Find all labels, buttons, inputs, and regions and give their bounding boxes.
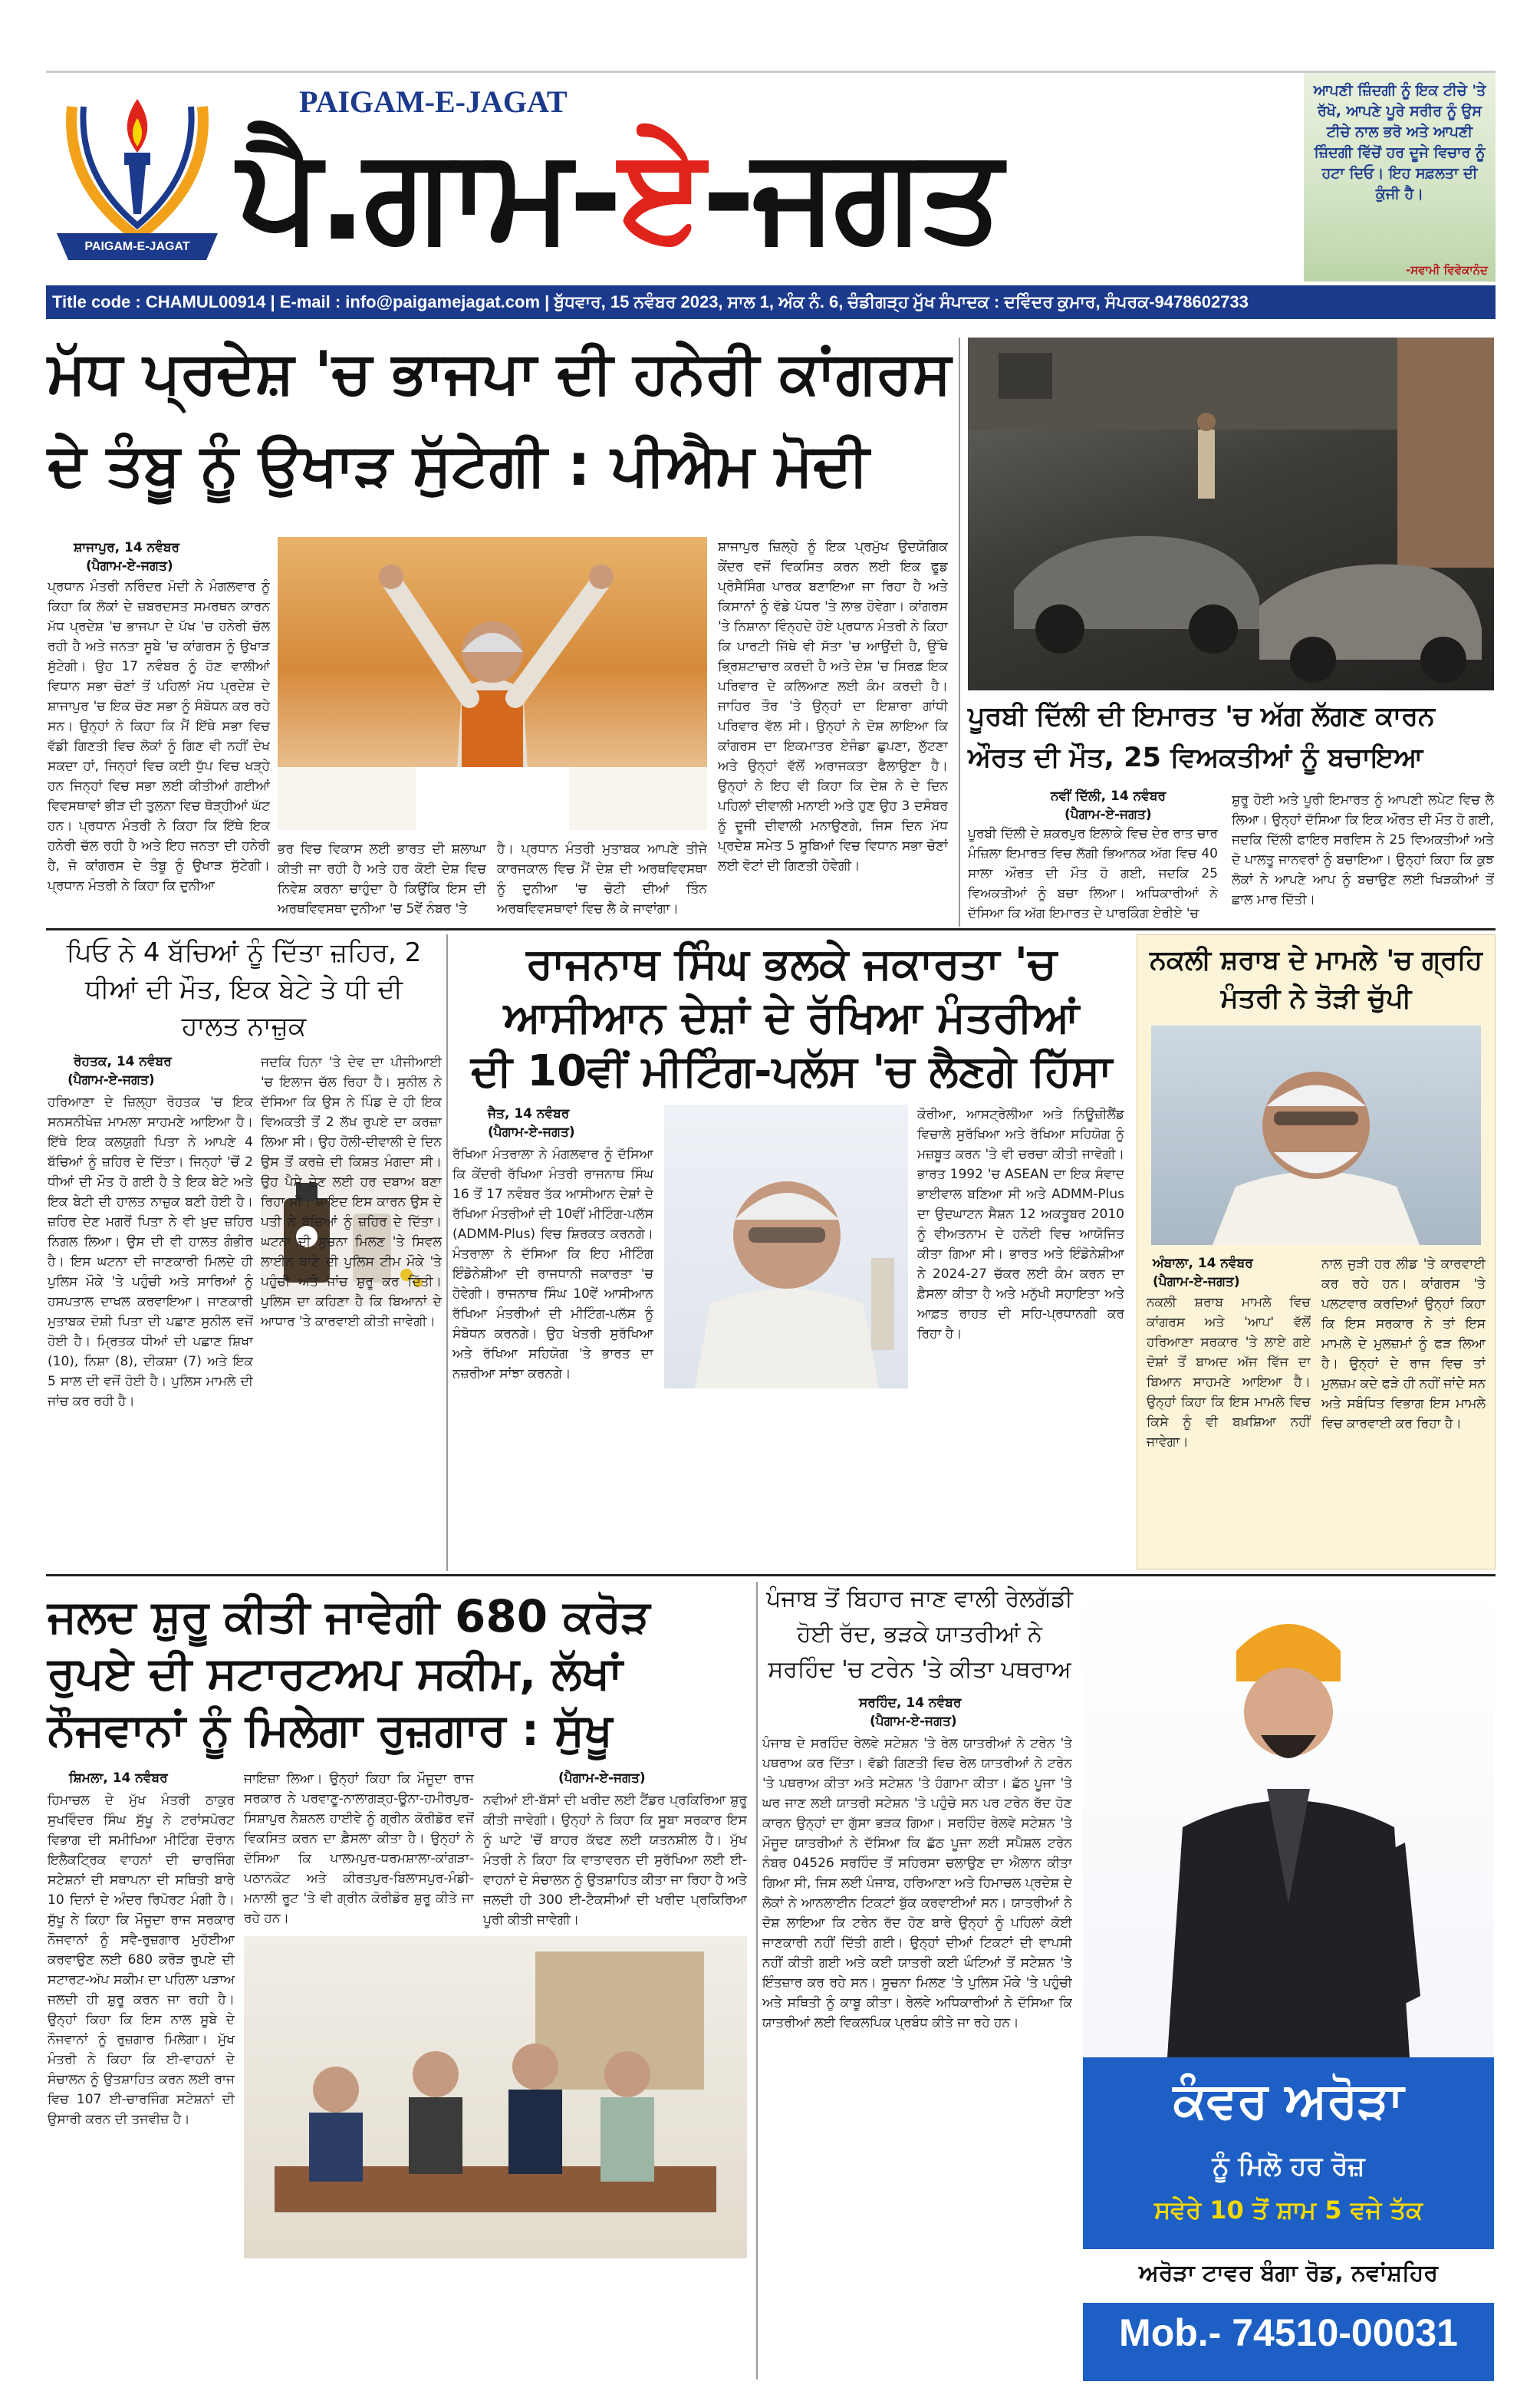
row-divider [46, 1574, 1496, 1576]
ad-mobile: Mob.- 74510-00031 [1119, 2311, 1458, 2354]
column-divider [446, 934, 448, 1571]
ad-person-photo [1083, 1582, 1494, 2057]
startup-col-1: ਹਿਮਾਚਲ ਦੇ ਮੁੱਖ ਮੰਤਰੀ ਠਾਕੁਰ ਸੁਖਵਿੰਦਰ ਸਿੰਘ ਸੁੱਖੂ ਨੇ ਟਰਾਂਸਪੋਰਟ ਵਿਭਾਗ ਦੀ ਸਮੀਖਿਆ ਮੀਟਿੰਗ ਦੌਰਾਨ ਇਲੈਕਟ੍ਰਿਕ ਵਾਹਨਾਂ ਦੀ ਚਾਰਜਿੰਗ ਸਟੇਸ਼ਨਾਂ ਦੀ ਸਥਾਪਨਾ ਦੀ ਸਥਿਤੀ ਬਾਰੇ 10 ਦਿਨਾਂ ਦੇ ਅੰਦਰ ਰਿਪੋਰਟ ਮੰਗੀ ਹੈ। ਸੁੱਖੂ ਨੇ ਕਿਹਾ ਕਿ ਮੌਜੂਦਾ ਰਾਜ ਸਰਕਾਰ ਨੌਜਵਾਨਾਂ ਨੂੰ ਸਵੈ-ਰੁਜ਼ਗਾਰ ਮੁਹੱਈਆ ਕਰਵਾਉਣ ਲਈ 680 ਕਰੋੜ ਰੁਪਏ ਦੀ ਸਟਾਰਟ-ਅੱਪ ਸਕੀਮ ਦਾ ਪਹਿਲਾ ਪੜਾਅ ਜਲਦੀ ਹੀ ਸ਼ੁਰੂ ਕਰਨ ਜਾ ਰਹੀ ਹੈ। ਉਨ੍ਹਾਂ ਕਿਹਾ ਕਿ ਇਸ ਨਾਲ ਸੂਬੇ ਦੇ ਨੌਜਵਾਨਾਂ ਨੂੰ ਰੁਜ਼ਗਾਰ ਮਿਲੇਗਾ। ਮੁੱਖ ਮੰਤਰੀ ਨੇ ਕਿਹਾ ਕਿ ਈ-ਵਾਹਨਾਂ ਦੇ ਸੰਚਾਲਨ ਨੂੰ ਉਤਸ਼ਾਹਿਤ ਕਰਨ ਲਈ ਰਾਜ ਵਿਚ 107 ਈ-ਚਾਰਜਿੰਗ ਸਟੇਸ਼ਨਾਂ ਦੀ ਉਸਾਰੀ ਕਰਨ ਦੀ ਤਜਵੀਜ਼ ਹੈ। [48, 1793, 235, 2127]
rajnath-headline-1: ਰਾਜਨਾਥ ਸਿੰਘ ਭਲਕੇ ਜਕਾਰਤਾ 'ਚ [526, 939, 1057, 989]
info-bar-text: Title code : CHAMUL00914 | E-mail : info@paigamejagat.com | ਬੁੱਧਵਾਰ, 15 ਨਵੰਬਰ 2023, ਸਾਲ 1, ਅੰਕ ਨੰ. 6, ਚੰਡੀਗੜ੍ਹ ਮੁੱਖ ਸੰਪਾਦਕ : ਦਵਿੰਦਰ ਕੁਮਾਰ, ਸੰਪਰਕ-9478602733 [52, 292, 1249, 311]
ad-name: ਕੰਵਰ ਅਰੋੜਾ [1173, 2073, 1404, 2129]
advertisement [1083, 1582, 1494, 2381]
liquor-dateline: ਅੰਬਾਲਾ, 14 ਨਵੰਬਰ [1153, 1256, 1253, 1271]
masthead-title-mid: ਏ [619, 119, 703, 269]
column-divider [756, 1582, 758, 2380]
startup-col-2-cont [244, 2264, 474, 2381]
person-speaking-icon [278, 537, 707, 830]
ad-address: ਅਰੋੜਾ ਟਾਵਰ ਬੰਗਾ ਰੋਡ, ਨਵਾਂਸ਼ਹਿਰ [1139, 2260, 1438, 2287]
rajnath-agency: (ਪੈਗਾਮ-ਏ-ਜਗਤ) [488, 1125, 575, 1140]
fire-headline-1: ਪੂਰਬੀ ਦਿੱਲੀ ਦੀ ਇਮਾਰਤ 'ਚ ਅੱਗ ਲੱਗਣ ਕਾਰਨ [968, 701, 1435, 732]
rajnath-col-1: ਰੱਖਿਆ ਮੰਤਰਾਲਾ ਨੇ ਮੰਗਲਵਾਰ ਨੂੰ ਦੱਸਿਆ ਕਿ ਕੇਂਦਰੀ ਰੱਖਿਆ ਮੰਤਰੀ ਰਾਜਨਾਥ ਸਿੰਘ 16 ਤੋਂ 17 ਨਵੰਬਰ ਤੱਕ ਆਸੀਆਨ ਦੇਸ਼ਾਂ ਦੇ ਰੱਖਿਆ ਮੰਤਰੀਆਂ ਦੀ 10ਵੀਂ ਮੀਟਿੰਗ-ਪਲੱਸ (ADMM-Plus) ਵਿਚ ਸ਼ਿਰਕਤ ਕਰਨਗੇ। ਮੰਤਰਾਲਾ ਨੇ ਦੱਸਿਆ ਕਿ ਇਹ ਮੀਟਿੰਗ ਇੰਡੋਨੇਸ਼ੀਆ ਦੀ ਰਾਜਧਾਨੀ ਜਕਾਰਤਾ 'ਚ ਹੋਵੇਗੀ। ਰਾਜਨਾਥ ਸਿੰਘ 10ਵੇਂ ਆਸੀਆਨ ਰੱਖਿਆ ਮੰਤਰੀਆਂ ਦੀ ਮੀਟਿੰਗ-ਪਲੱਸ ਨੂੰ ਸੰਬੋਧਨ ਕਰਨਗੇ। ਉਹ ਖੇਤਰੀ ਸੁਰੱਖਿਆ ਅਤੇ ਰੱਖਿਆ ਸਹਿਯੋਗ 'ਤੇ ਭਾਰਤ ਦਾ ਨਜ਼ਰੀਆ ਸਾਂਝਾ ਕਰਨਗੇ। [452, 1147, 653, 1382]
liquor-box [1137, 934, 1496, 1569]
ad-line-2: ਸਵੇਰੇ 10 ਤੋਂ ਸ਼ਾਮ 5 ਵਜੇ ਤੱਕ [1153, 2195, 1423, 2225]
poison-col-2: ਜਦਕਿ ਹਿਨਾ 'ਤੇ ਦੇਵ ਦਾ ਪੀਜੀਆਈ 'ਚ ਇਲਾਜ ਚੱਲ ਰਿਹਾ ਹੈ। ਸੁਨੀਲ ਨੇ ਦੱਸਿਆ ਕਿ ਉਸ ਨੇ ਪਿੰਡ ਦੇ ਹੀ ਇਕ ਵਿਅਕਤੀ ਤੋਂ 2 ਲੱਖ ਰੁਪਏ ਦਾ ਕਰਜ਼ਾ ਲਿਆ ਸੀ। ਉਹ ਹੋਲੀ-ਦੀਵਾਲੀ ਦੇ ਦਿਨ ਉਸ ਤੋਂ ਕਰਜ਼ੇ ਦੀ ਕਿਸ਼ਤ ਮੰਗਦਾ ਸੀ। ਉਹ ਪੈਸੇ ਦੇਣ ਲਈ ਹਰ ਦਬਾਅ ਬਣਾ ਰਿਹਾ ਸੀ। ਸ਼ਾਇਦ ਇਸ ਕਾਰਨ ਉਸ ਦੇ ਪਤੀ ਨੇ ਬੱਚਿਆਂ ਨੂੰ ਜ਼ਹਿਰ ਦੇ ਦਿੱਤਾ। ਘਟਨਾ ਦੀ ਸੂਚਨਾ ਮਿਲਣ 'ਤੇ ਸਿਵਲ ਲਾਈਨ ਥਾਣੇ ਦੀ ਪੁਲਿਸ ਟੀਮ ਮੌਕੇ 'ਤੇ ਪਹੁੰਚੀ ਅਤੇ ਜਾਂਚ ਸ਼ੁਰੂ ਕਰ ਦਿੱਤੀ। ਪੁਲਿਸ ਦਾ ਕਹਿਣਾ ਹੈ ਕਿ ਬਿਆਨਾਂ ਦੇ ਆਧਾਰ 'ਤੇ ਕਾਰਵਾਈ ਕੀਤੀ ਜਾਵੇਗੀ। [261, 1055, 442, 1329]
lead-col-1: ਪ੍ਰਧਾਨ ਮੰਤਰੀ ਨਰਿੰਦਰ ਮੋਦੀ ਨੇ ਮੰਗਲਵਾਰ ਨੂੰ ਕਿਹਾ ਕਿ ਲੋਕਾਂ ਦੇ ਜ਼ਬਰਦਸਤ ਸਮਰਥਨ ਕਾਰਨ ਮੱਧ ਪ੍ਰਦੇਸ਼ 'ਚ ਭਾਜਪਾ ਦੇ ਪੱਖ 'ਚ ਹਨੇਰੀ ਚੱਲ ਰਹੀ ਹੈ ਅਤੇ ਜਨਤਾ ਸੂਬੇ 'ਚ ਕਾਂਗਰਸ ਨੂੰ ਉਖਾੜ ਸੁੱਟੇਗੀ। ਉਹ 17 ਨਵੰਬਰ ਨੂੰ ਹੋਣ ਵਾਲੀਆਂ ਵਿਧਾਨ ਸਭਾ ਚੋਣਾਂ ਤੋਂ ਪਹਿਲਾਂ ਮੱਧ ਪ੍ਰਦੇਸ਼ ਦੇ ਸ਼ਾਜਾਪੁਰ 'ਚ ਇਕ ਚੋਣ ਸਭਾ ਨੂੰ ਸੰਬੋਧਨ ਕਰ ਰਹੇ ਸਨ। ਉਨ੍ਹਾਂ ਨੇ ਕਿਹਾ ਕਿ ਮੈਂ ਇੱਥੇ ਸਭਾ ਵਿਚ ਵੱਡੀ ਗਿਣਤੀ ਵਿਚ ਲੋਕਾਂ ਨੂੰ ਗਿਣ ਵੀ ਨਹੀਂ ਦੇਖ ਸਕਦਾ ਹਾਂ, ਜਿਨ੍ਹਾਂ ਵਿਚ ਕਈ ਧੁੱਪ ਵਿਚ ਖੜ੍ਹੇ ਹਨ ਜਿਨ੍ਹਾਂ ਵਿਚ ਸਭਾ ਲਈ ਕੀਤੀਆਂ ਗਈਆਂ ਵਿਵਸਥਾਵਾਂ ਭੀੜ ਦੀ ਤੁਲਨਾ ਵਿਚ ਥੋੜ੍ਹੀਆਂ ਘੱਟ ਹਨ। ਪ੍ਰਧਾਨ ਮੰਤਰੀ ਨੇ ਕਿਹਾ ਕਿ ਇੱਥੇ ਇਕ ਹਨੇਰੀ ਚੱਲ ਰਹੀ ਹੈ ਅਤੇ ਇਹ ਜਨਤਾ ਦੀ ਹਨੇਰੀ ਹੈ, ਜੋ ਕਾਂਗਰਸ ਦੇ ਤੰਬੂ ਨੂੰ ਉਖਾੜ ਸੁੱਟੇਗੀ। ਪ੍ਰਧਾਨ ਮੰਤਰੀ ਨੇ ਕਿਹਾ ਕਿ ਦੁਨੀਆ [48, 579, 270, 894]
masthead-small-title: PAIGAM-E-JAGAT [299, 84, 568, 119]
modi-rally-photo [278, 537, 707, 830]
lead-headline-1: ਮੱਧ ਪ੍ਰਦੇਸ਼ 'ਚ ਭਾਜਪਾ ਦੀ ਹਨੇਰੀ ਕਾਂਗਰਸ [48, 338, 952, 407]
lead-col-3: ਹੈ। ਪ੍ਰਧਾਨ ਮੰਤਰੀ ਮੁਤਾਬਕ ਆਪਣੇ ਤੀਜੇ ਕਾਰਜਕਾਲ ਵਿਚ ਮੈਂ ਦੇਸ਼ ਦੀ ਅਰਥਵਿਵਸਥਾ ਨੂੰ ਦੁਨੀਆ 'ਚ ਚੋਟੀ ਦੀਆਂ ਤਿੰਨ ਅਰਥਵਿਵਸਥਾਵਾਂ ਵਿਚ ਲੈ ਕੇ ਜਾਵਾਂਗਾ। [497, 842, 707, 917]
train-agency: (ਪੈਗਾਮ-ਏ-ਜਗਤ) [870, 1714, 957, 1729]
info-bar [46, 285, 1496, 319]
man-in-suit-icon [1083, 1582, 1494, 2057]
train-col-1: ਪੰਜਾਬ ਦੇ ਸਰਹਿੰਦ ਰੇਲਵੇ ਸਟੇਸ਼ਨ 'ਤੇ ਰੇਲ ਯਾਤਰੀਆਂ ਨੇ ਟਰੇਨ 'ਤੇ ਪਥਰਾਅ ਕਰ ਦਿੱਤਾ। ਵੱਡੀ ਗਿਣਤੀ ਵਿਚ ਰੇਲ ਯਾਤਰੀਆਂ ਨੇ ਟਰੇਨ 'ਤੇ ਪਥਰਾਅ ਕੀਤਾ ਅਤੇ ਸਟੇਸ਼ਨ 'ਤੇ ਹੰਗਾਮਾ ਕੀਤਾ। ਛੱਠ ਪੂਜਾ 'ਤੇ ਘਰ ਜਾਣ ਲਈ ਯਾਤਰੀ ਸਟੇਸ਼ਨ 'ਤੇ ਪਹੁੰਚੇ ਸਨ ਪਰ ਟਰੇਨ ਰੱਦ ਹੋਣ ਕਾਰਨ ਉਨ੍ਹਾਂ ਦਾ ਗੁੱਸਾ ਭੜਕ ਗਿਆ। ਸਰਹਿੰਦ ਰੇਲਵੇ ਸਟੇਸ਼ਨ 'ਤੇ ਮੌਜੂਦ ਯਾਤਰੀਆਂ ਨੇ ਦੱਸਿਆ ਕਿ ਛੱਠ ਪੂਜਾ ਲਈ ਸਪੈਸ਼ਲ ਟਰੇਨ ਨੰਬਰ 04526 ਸਰਹਿੰਦ ਤੋਂ ਸਹਿਰਸਾ ਚਲਾਉਣ ਦਾ ਐਲਾਨ ਕੀਤਾ ਗਿਆ ਸੀ, ਜਿਸ ਲਈ ਪੰਜਾਬ, ਹਰਿਆਣਾ ਅਤੇ ਹਿਮਾਚਲ ਪ੍ਰਦੇਸ਼ ਦੇ ਲੋਕਾਂ ਨੇ ਆਨਲਾਈਨ ਟਿਕਟਾਂ ਬੁੱਕ ਕਰਵਾਈਆਂ ਸਨ। ਯਾਤਰੀਆਂ ਨੇ ਦੋਸ਼ ਲਾਇਆ ਕਿ ਟਰੇਨ ਰੱਦ ਹੋਣ ਬਾਰੇ ਉਨ੍ਹਾਂ ਨੂੰ ਪਹਿਲਾਂ ਕੋਈ ਜਾਣਕਾਰੀ ਨਹੀਂ ਦਿੱਤੀ ਗਈ। ਉਨ੍ਹਾਂ ਦੀਆਂ ਟਿਕਟਾਂ ਦੀ ਵਾਪਸੀ ਨਹੀਂ ਕੀਤੀ ਗਈ ਅਤੇ ਕਈ ਯਾਤਰੀ ਕਈ ਘੰਟਿਆਂ ਤੋਂ ਸਟੇਸ਼ਨ 'ਤੇ ਇੰਤਜ਼ਾਰ ਕਰ ਰਹੇ ਸਨ। ਸੂਚਨਾ ਮਿਲਣ 'ਤੇ ਪੁਲਿਸ ਮੌਕੇ 'ਤੇ ਪਹੁੰਚੀ ਅਤੇ ਸਥਿਤੀ ਨੂੰ ਕਾਬੂ ਕੀਤਾ। ਰੇਲਵੇ ਅਧਿਕਾਰੀਆਂ ਨੇ ਦੱਸਿਆ ਕਿ ਯਾਤਰੀਆਂ ਲਈ ਵਿਕਲਪਿਕ ਪ੍ਰਬੰਧ ਕੀਤੇ ਜਾ ਰਹੇ ਹਨ। [762, 1736, 1072, 2030]
startup-col-2: ਜਾਇਜ਼ਾ ਲਿਆ। ਉਨ੍ਹਾਂ ਕਿਹਾ ਕਿ ਮੌਜੂਦਾ ਰਾਜ ਸਰਕਾਰ ਨੇ ਪਰਵਾਣੂ-ਨਾਲਾਗੜ੍ਹ-ਊਨਾ-ਹਮੀਰਪੁਰ-ਸਿਸ਼ਾਪੁਰ ਨੈਸ਼ਨਲ ਹਾਈਵੇ ਨੂੰ ਗ੍ਰੀਨ ਕੋਰੀਡੋਰ ਵਜੋਂ ਵਿਕਸਿਤ ਕਰਨ ਦਾ ਫ਼ੈਸਲਾ ਕੀਤਾ ਹੈ। ਉਨ੍ਹਾਂ ਨੇ ਦੱਸਿਆ ਕਿ ਪਾਲਮਪੁਰ-ਧਰਮਸ਼ਾਲਾ-ਕਾਂਗੜਾ-ਪਠਾਨਕੋਟ ਅਤੇ ਕੀਰਤਪੁਰ-ਬਿਲਾਸਪੁਰ-ਮੰਡੀ-ਮਨਾਲੀ ਰੂਟ 'ਤੇ ਵੀ ਗ੍ਰੀਨ ਕੋਰੀਡੋਰ ਸ਼ੁਰੂ ਕੀਤੇ ਜਾ ਰਹੇ ਹਨ। [244, 1771, 474, 1926]
quote-author: -ਸਵਾਮੀ ਵਿਵੇਕਾਨੰਦ [1406, 263, 1488, 277]
startup-dateline: ਸ਼ਿਮਲਾ, 14 ਨਵੰਬਰ [69, 1770, 168, 1786]
masthead-title-suffix: -ਜਗਤ [702, 119, 1000, 269]
poison-dateline: ਰੋਹਤਕ, 14 ਨਵੰਬਰ [74, 1054, 172, 1069]
person-portrait-icon [1151, 1026, 1481, 1245]
masthead-title [238, 117, 1327, 271]
train-dateline: ਸਰਹਿੰਦ, 14 ਨਵੰਬਰ [859, 1695, 962, 1711]
meeting-people-icon [244, 1936, 747, 2258]
lead-col-2: ਭਰ ਵਿਚ ਵਿਕਾਸ ਲਈ ਭਾਰਤ ਦੀ ਸ਼ਲਾਘਾ ਕੀਤੀ ਜਾ ਰਹੀ ਹੈ ਅਤੇ ਹਰ ਕੋਈ ਦੇਸ਼ ਵਿਚ ਨਿਵੇਸ਼ ਕਰਨਾ ਚਾਹੁੰਦਾ ਹੈ ਕਿਉਂਕਿ ਇਸ ਦੀ ਅਰਥਵਿਵਸਥਾ ਦੁਨੀਆ 'ਚ 5ਵੇਂ ਨੰਬਰ 'ਤੇ [278, 842, 486, 917]
startup-headline-2: ਰੁਪਏ ਦੀ ਸਟਾਰਟਅਪ ਸਕੀਮ, ਲੱਖਾਂ [48, 1647, 623, 1699]
train-headline: ਪੰਜਾਬ ਤੋਂ ਬਿਹਾਰ ਜਾਣ ਵਾਲੀ ਰੇਲਗੱਡੀ ਹੋਈ ਰੱਦ, ਭੜਕੇ ਯਾਤਰੀਆਂ ਨੇ ਸਰਹਿੰਦ 'ਚ ਟਰੇਨ 'ਤੇ ਕੀਤਾ ਪਥਰਾਅ [766, 1586, 1073, 1683]
rajnath-dateline: ਜੈਤ, 14 ਨਵੰਬਰ [488, 1106, 570, 1121]
fire-col-1: ਪੂਰਬੀ ਦਿੱਲੀ ਦੇ ਸ਼ਕਰਪੁਰ ਇਲਾਕੇ ਵਿਚ ਦੇਰ ਰਾਤ ਚਾਰ ਮੰਜ਼ਿਲਾ ਇਮਾਰਤ ਵਿਚ ਲੱਗੀ ਭਿਆਨਕ ਅੱਗ ਵਿਚ 40 ਸਾਲਾ ਔਰਤ ਦੀ ਮੌਤ ਹੋ ਗਈ, ਜਦਕਿ 25 ਵਿਅਕਤੀਆਂ ਨੂੰ ਬਚਾ ਲਿਆ। ਅਧਿਕਾਰੀਆਂ ਨੇ ਦੱਸਿਆ ਕਿ ਅੱਗ ਇਮਾਰਤ ਦੇ ਪਾਰਕਿੰਗ ਏਰੀਏ 'ਚ [968, 826, 1218, 921]
fire-dateline: ਨਵੀਂ ਦਿੱਲੀ, 14 ਨਵੰਬਰ [1051, 789, 1167, 804]
startup-col-3: ਨਵੀਆਂ ਈ-ਬੱਸਾਂ ਦੀ ਖਰੀਦ ਲਈ ਟੈਂਡਰ ਪ੍ਰਕਿਰਿਆ ਸ਼ੁਰੂ ਕੀਤੀ ਜਾਵੇਗੀ। ਉਨ੍ਹਾਂ ਨੇ ਕਿਹਾ ਕਿ ਸੂਬਾ ਸਰਕਾਰ ਇਸ ਨੂੰ ਘਾਟੇ 'ਚੋਂ ਬਾਹਰ ਕੱਢਣ ਲਈ ਯਤਨਸ਼ੀਲ ਹੈ। ਮੁੱਖ ਮੰਤਰੀ ਨੇ ਕਿਹਾ ਕਿ ਵਾਤਾਵਰਨ ਦੀ ਸੁਰੱਖਿਆ ਲਈ ਈ-ਵਾਹਨਾਂ ਦੇ ਸੰਚਾਲਨ ਨੂੰ ਉਤਸ਼ਾਹਿਤ ਕੀਤਾ ਜਾ ਰਿਹਾ ਹੈ ਅਤੇ ਜਲਦੀ ਹੀ 300 ਈ-ਟੈਕਸੀਆਂ ਦੀ ਖਰੀਦ ਪ੍ਰਕਿਰਿਆ ਪੂਰੀ ਕੀਤੀ ਜਾਵੇਗੀ। [483, 1793, 747, 1928]
masthead-title-prefix: ਪੈ.ਗਾਮ- [238, 119, 620, 269]
logo-ribbon-text: PAIGAM-E-JAGAT [84, 240, 190, 253]
lead-col-4: ਸ਼ਾਜਾਪੁਰ ਜ਼ਿਲ੍ਹੇ ਨੂੰ ਇਕ ਪ੍ਰਮੁੱਖ ਉਦਯੋਗਿਕ ਕੇਂਦਰ ਵਜੋਂ ਵਿਕਸਿਤ ਕਰਨ ਲਈ ਇਕ ਫੂਡ ਪ੍ਰੋਸੈਸਿੰਗ ਪਾਰਕ ਬਣਾਇਆ ਜਾ ਰਿਹਾ ਹੈ ਅਤੇ ਕਿਸਾਨਾਂ ਨੂੰ ਵੱਡੇ ਪੱਧਰ 'ਤੇ ਲਾਭ ਹੋਵੇਗਾ। ਕਾਂਗਰਸ 'ਤੇ ਨਿਸ਼ਾਨਾ ਵਿੰਨ੍ਹਦੇ ਹੋਏ ਪ੍ਰਧਾਨ ਮੰਤਰੀ ਨੇ ਕਿਹਾ ਕਿ ਪਾਰਟੀ ਜਿੱਥੇ ਵੀ ਸੱਤਾ 'ਚ ਆਉਂਦੀ ਹੈ, ਉੱਥੇ ਭ੍ਰਿਸ਼ਟਾਚਾਰ ਕਰਦੀ ਹੈ ਅਤੇ ਦੇਸ਼ 'ਚ ਸਿਰਫ਼ ਇਕ ਪਰਿਵਾਰ ਦੇ ਕਲਿਆਣ ਲਈ ਕੰਮ ਕਰਦੀ ਹੈ। ਜਾਹਿਰ ਤੌਰ 'ਤੇ ਉਨ੍ਹਾਂ ਦਾ ਇਸ਼ਾਰਾ ਗਾਂਧੀ ਪਰਿਵਾਰ ਵੱਲ ਸੀ। ਉਨ੍ਹਾਂ ਨੇ ਦੋਸ਼ ਲਾਇਆ ਕਿ ਕਾਂਗਰਸ ਦਾ ਇਕਮਾਤਰ ਏਜੰਡਾ ਛੁਪਣਾ, ਲੁੱਟਣਾ ਅਤੇ ਉਨ੍ਹਾਂ ਵੱਲੋਂ ਅਰਾਜਕਤਾ ਫੈਲਾਉਣਾ ਹੈ। ਉਨ੍ਹਾਂ ਨੇ ਇਹ ਵੀ ਕਿਹਾ ਕਿ ਦੇਸ਼ ਨੇ ਦੇ ਦਿਨ ਪਹਿਲਾਂ ਦੀਵਾਲੀ ਮਨਾਈ ਅਤੇ ਹੁਣ ਉਹ 3 ਦਸੰਬਰ ਨੂੰ ਦੂਜੀ ਦੀਵਾਲੀ ਮਨਾਉਣਗੇ, ਜਿਸ ਦਿਨ ਮੱਧ ਪ੍ਰਦੇਸ਼ ਸਮੇਤ 5 ਸੂਬਿਆਂ ਵਿਚ ਵਿਧਾਨ ਸਭਾ ਚੋਣਾਂ ਲਈ ਵੋਟਾਂ ਦੀ ਗਿਣਤੀ ਹੋਵੇਗੀ। [718, 539, 948, 874]
lead-headline-2: ਦੇ ਤੰਬੂ ਨੂੰ ਉਖਾੜ ਸੁੱਟੇਗੀ : ਪੀਐਮ ਮੋਦੀ [48, 430, 870, 499]
lead-dateline: ਸ਼ਾਜਾਪੁਰ, 14 ਨਵੰਬਰ [74, 540, 180, 555]
quote-box [1304, 73, 1496, 282]
rajnath-headline-2: ਆਸੀਆਨ ਦੇਸ਼ਾਂ ਦੇ ਰੱਖਿਆ ਮੰਤਰੀਆਂ [503, 993, 1080, 1042]
startup-headline-3: ਨੌਜਵਾਨਾਂ ਨੂੰ ਮਿਲੇਗਾ ਰੁਜ਼ਗਾਰ : ਸੁੱਖੂ [48, 1704, 613, 1756]
quote-text: ਆਪਣੀ ਜ਼ਿੰਦਗੀ ਨੂੰ ਇਕ ਟੀਚੇ 'ਤੇ ਰੱਖੋ, ਆਪਣੇ ਪੂਰੇ ਸਰੀਰ ਨੂੰ ਉਸ ਟੀਚੇ ਨਾਲ ਭਰੋ ਅਤੇ ਆਪਣੀ ਜ਼ਿੰਦਗੀ ਵਿੱਚੋਂ ਹਰ ਦੂਜੇ ਵਿਚਾਰ ਨੂੰ ਹਟਾ ਦਿਓ। ਇਹ ਸਫ਼ਲਤਾ ਦੀ ਕੁੰਜੀ ਹੈ। [1313, 82, 1486, 203]
startup-headline-1: ਜਲਦ ਸ਼ੁਰੂ ਕੀਤੀ ਜਾਵੇਗੀ 680 ਕਰੋੜ [48, 1590, 650, 1642]
liquor-col-2: ਨਾਲ ਜੁੜੀ ਹਰ ਲੀਡ 'ਤੇ ਕਾਰਵਾਈ ਕਰ ਰਹੇ ਹਨ। ਕਾਂਗਰਸ 'ਤੇ ਪਲਟਵਾਰ ਕਰਦਿਆਂ ਉਨ੍ਹਾਂ ਕਿਹਾ ਕਿ ਇਸ ਸਰਕਾਰ ਨੇ ਤਾਂ ਇਸ ਮਾਮਲੇ ਦੇ ਮੁਲਜ਼ਮਾਂ ਨੂੰ ਫੜ ਲਿਆ ਹੈ। ਉਨ੍ਹਾਂ ਦੇ ਰਾਜ ਵਿਚ ਤਾਂ ਮੁਲਜ਼ਮ ਕਦੇ ਫੜੇ ਹੀ ਨਹੀਂ ਜਾਂਦੇ ਸਨ ਅਤੇ ਸਬੰਧਿਤ ਵਿਭਾਗ ਇਸ ਮਾਮਲੇ ਵਿਚ ਕਾਰਵਾਈ ਕਰ ਰਿਹਾ ਹੈ। [1321, 1256, 1486, 1431]
minister-photo [1151, 1026, 1481, 1245]
fire-col-2: ਸ਼ੁਰੂ ਹੋਈ ਅਤੇ ਪੂਰੀ ਇਮਾਰਤ ਨੂੰ ਆਪਣੀ ਲਪੇਟ ਵਿਚ ਲੈ ਲਿਆ। ਉਨ੍ਹਾਂ ਦੱਸਿਆ ਕਿ ਇਕ ਔਰਤ ਦੀ ਮੌਤ ਹੋ ਗਈ, ਜਦਕਿ ਦਿੱਲੀ ਫਾਇਰ ਸਰਵਿਸ ਨੇ 25 ਵਿਅਕਤੀਆਂ ਅਤੇ ਦੋ ਪਾਲਤੂ ਜਾਨਵਰਾਂ ਨੂੰ ਬਚਾਇਆ। ਉਨ੍ਹਾਂ ਕਿਹਾ ਕਿ ਕੁਝ ਲੋਕਾਂ ਨੇ ਆਪਣੇ ਆਪ ਨੂੰ ਬਚਾਉਣ ਲਈ ਖਿੜਕੀਆਂ ਤੋਂ ਛਾਲ ਮਾਰ ਦਿੱਤੀ। [1232, 792, 1494, 907]
burnt-car-icon [968, 338, 1494, 690]
lead-agency: (ਪੈਗਾਮ-ਏ-ਜਗਤ) [86, 558, 173, 574]
poison-col-1: ਹਰਿਆਣਾ ਦੇ ਜ਼ਿਲ੍ਹਾ ਰੋਹਤਕ 'ਚ ਇਕ ਸਨਸਨੀਖੇਜ਼ ਮਾਮਲਾ ਸਾਹਮਣੇ ਆਇਆ ਹੈ। ਇੱਥੇ ਇਕ ਕਲਯੁਗੀ ਪਿਤਾ ਨੇ ਆਪਣੇ 4 ਬੱਚਿਆਂ ਨੂੰ ਜ਼ਹਿਰ ਦੇ ਦਿੱਤਾ। ਜਿਨ੍ਹਾਂ 'ਚੋਂ 2 ਧੀਆਂ ਦੀ ਮੌਤ ਹੋ ਗਈ ਹੈ ਤੇ ਇਕ ਬੇਟੇ ਅਤੇ ਇਕ ਬੇਟੀ ਦੀ ਹਾਲਤ ਨਾਜ਼ੁਕ ਬਣੀ ਹੋਈ ਹੈ। ਜ਼ਹਿਰ ਦੇਣ ਮਗਰੋਂ ਪਿਤਾ ਨੇ ਵੀ ਖ਼ੁਦ ਜ਼ਹਿਰ ਨਿਗਲ ਲਿਆ। ਉਸ ਦੀ ਵੀ ਹਾਲਤ ਗੰਭੀਰ ਹੈ। ਇਸ ਘਟਨਾ ਦੀ ਜਾਣਕਾਰੀ ਮਿਲਦੇ ਹੀ ਪੁਲਿਸ ਮੌਕੇ 'ਤੇ ਪਹੁੰਚੀ ਅਤੇ ਸਾਰਿਆਂ ਨੂੰ ਹਸਪਤਾਲ ਦਾਖਲ ਕਰਵਾਇਆ। ਜਾਣਕਾਰੀ ਮੁਤਾਬਕ ਦੋਸ਼ੀ ਪਿਤਾ ਦੀ ਪਛਾਣ ਸੁਨੀਲ ਵਜੋਂ ਹੋਈ ਹੈ। ਮ੍ਰਿਤਕ ਧੀਆਂ ਦੀ ਪਛਾਣ ਸ਼ਿਖਾ (10), ਨਿਸ਼ਾ (8), ਦੀਕਸ਼ਾ (7) ਅਤੇ ਇਕ 5 ਸਾਲ ਦੀ ਵਜੋਂ ਹੋਈ ਹੈ। ਪੁਲਿਸ ਮਾਮਲੇ ਦੀ ਜਾਂਚ ਕਰ ਰਹੀ ਹੈ। [48, 1095, 253, 1409]
fire-agency: (ਪੈਗਾਮ-ਏ-ਜਗਤ) [1065, 807, 1152, 822]
rajnath-col-2: ਕੋਰੀਆ, ਆਸਟ੍ਰੇਲੀਆ ਅਤੇ ਨਿਊਜ਼ੀਲੈਂਡ ਵਿਚਾਲੇ ਸੁਰੱਖਿਆ ਅਤੇ ਰੱਖਿਆ ਸਹਿਯੋਗ ਨੂੰ ਮਜ਼ਬੂਤ ਕਰਨ 'ਤੇ ਵੀ ਚਰਚਾ ਕੀਤੀ ਜਾਵੇਗੀ। ਭਾਰਤ 1992 'ਚ ASEAN ਦਾ ਇਕ ਸੰਵਾਦ ਭਾਈਵਾਲ ਬਣਿਆ ਸੀ ਅਤੇ ADMM-Plus ਦਾ ਉਦਘਾਟਨ ਸੈਸ਼ਨ 12 ਅਕਤੂਬਰ 2010 ਨੂੰ ਵੀਅਤਨਾਮ ਦੇ ਹਨੋਈ ਵਿਚ ਆਯੋਜਿਤ ਕੀਤਾ ਗਿਆ ਸੀ। ਭਾਰਤ ਅਤੇ ਇੰਡੋਨੇਸ਼ੀਆ ਨੇ 2024-27 ਚੱਕਰ ਲਈ ਕੰਮ ਕਰਨ ਦਾ ਫ਼ੈਸਲਾ ਕੀਤਾ ਹੈ ਅਤੇ ਮਨੁੱਖੀ ਸਹਾਇਤਾ ਅਤੇ ਆਫ਼ਤ ਰਾਹਤ ਦੀ ਸਹਿ-ਪ੍ਰਧਾਨਗੀ ਕਰ ਰਿਹਾ ਹੈ। [917, 1107, 1124, 1342]
poison-agency: (ਪੈਗਾਮ-ਏ-ਜਗਤ) [67, 1072, 155, 1088]
liquor-headline: ਨਕਲੀ ਸ਼ਰਾਬ ਦੇ ਮਾਮਲੇ 'ਚ ਗ੍ਰਹਿ ਮੰਤਰੀ ਨੇ ਤੋੜੀ ਚੁੱਪੀ [1150, 945, 1482, 1014]
liquor-col-1: ਨਕਲੀ ਸ਼ਰਾਬ ਮਾਮਲੇ ਵਿਚ ਕਾਂਗਰਸ ਅਤੇ 'ਆਪ' ਵੱਲੋਂ ਹਰਿਆਣਾ ਸਰਕਾਰ 'ਤੇ ਲਾਏ ਗਏ ਦੋਸ਼ਾਂ ਤੋਂ ਬਾਅਦ ਅੱਜ ਵਿੱਜ ਦਾ ਬਿਆਨ ਸਾਹਮਣੇ ਆਇਆ ਹੈ। ਉਨ੍ਹਾਂ ਕਿਹਾ ਕਿ ਇਸ ਮਾਮਲੇ ਵਿਚ ਕਿਸੇ ਨੂੰ ਵੀ ਬਖ਼ਸ਼ਿਆ ਨਹੀਂ ਜਾਵੇਗਾ। [1147, 1295, 1311, 1450]
person-portrait-icon [664, 1105, 908, 1388]
fire-headline-2: ਔਰਤ ਦੀ ਮੌਤ, 25 ਵਿਅਕਤੀਆਂ ਨੂੰ ਬਚਾਇਆ [968, 743, 1423, 773]
rajnath-photo [664, 1105, 908, 1388]
burnt-cars-photo [968, 338, 1494, 690]
masthead-logo [49, 76, 225, 277]
startup-agency: (ਪੈਗਾਮ-ਏ-ਜਗਤ) [558, 1770, 646, 1786]
ad-line-1: ਨੂੰ ਮਿਲੋ ਹਰ ਰੋਜ਼ [1212, 2151, 1365, 2182]
meeting-photo [244, 1936, 747, 2258]
column-divider [959, 338, 960, 927]
row-divider [46, 928, 1496, 930]
rajnath-headline-3: ਦੀ 10ਵੀਂ ਮੀਟਿੰਗ-ਪਲੱਸ 'ਚ ਲੈਣਗੇ ਹਿੱਸਾ [470, 1046, 1113, 1096]
masthead [46, 71, 1496, 285]
poison-headline: ਪਿਓ ਨੇ 4 ਬੱਚਿਆਂ ਨੂੰ ਦਿੱਤਾ ਜ਼ਹਿਰ, 2 ਧੀਆਂ ਦੀ ਮੌਤ, ਇਕ ਬੇਟੇ ਤੇ ਧੀ ਦੀ ਹਾਲਤ ਨਾਜ਼ੁਕ [66, 937, 422, 1042]
liquor-agency: (ਪੈਗਾਮ-ਏ-ਜਗਤ) [1153, 1274, 1240, 1289]
